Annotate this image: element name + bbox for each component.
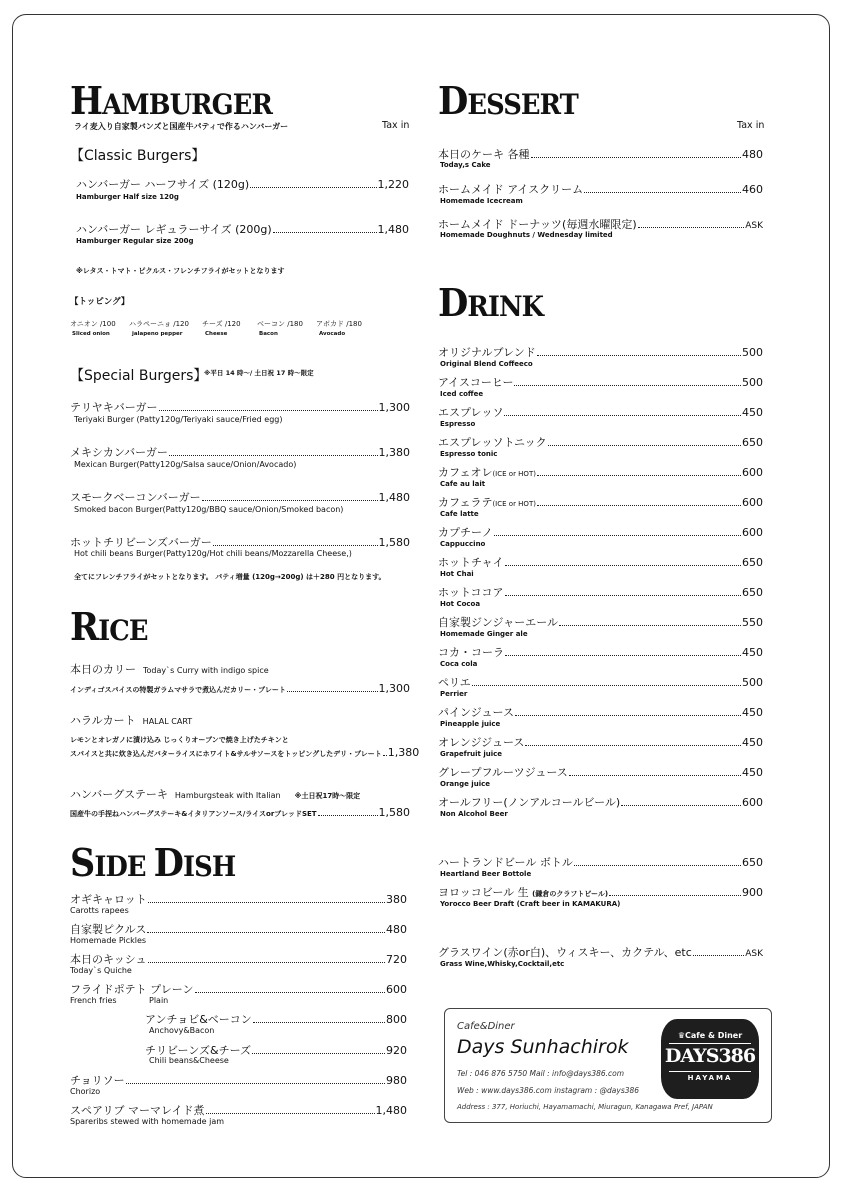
menu-item-en: Homemade Doughnuts / Wednesday limited bbox=[440, 231, 613, 239]
topping-cheese-en: Cheese bbox=[205, 331, 228, 337]
logo-main: DAYS386 bbox=[664, 1045, 756, 1067]
topping-bacon-en: Bacon bbox=[259, 331, 278, 337]
menu-item-en: Chorizo bbox=[70, 1087, 101, 1096]
menu-item-spareribs: スペアリブ マーマレイド煮 1,480 bbox=[70, 1104, 407, 1117]
set-note: ※レタス・トマト・ピクルス・フレンチフライがセットとなります bbox=[76, 267, 285, 275]
menu-item-drink: パインジュース 450 bbox=[438, 706, 763, 719]
menu-item-cake: 本日のケーキ 各種 480 bbox=[438, 148, 763, 161]
menu-item-drink: グレープフルーツジュース 450 bbox=[438, 766, 763, 779]
shop-tel: Tel : 046 876 5750 Mail : info@days386.com bbox=[457, 1069, 625, 1078]
menu-item-drink: エスプレッソ 450 bbox=[438, 406, 763, 419]
topping-avocado-en: Avocado bbox=[319, 331, 346, 337]
topping-onion-en: Sliced onion bbox=[72, 331, 110, 337]
curry-desc-row: インディゴスパイスの特製ガラムマサラで煮込んだカリー・プレート 1,300 bbox=[70, 682, 410, 695]
menu-item-en: Perrier bbox=[440, 690, 468, 698]
shop-card bbox=[444, 1008, 772, 1123]
menu-item-en: Iced coffee bbox=[440, 390, 484, 398]
menu-item-drink: カフェオレ(ICE or HOT) 600 bbox=[438, 466, 763, 479]
topping-jalapeno-en: jalapeno pepper bbox=[132, 331, 183, 337]
menu-item-en: Yorocco Beer Draft (Craft beer in KAMAKURA) bbox=[440, 900, 621, 908]
shop-kicker: Cafe&Diner bbox=[457, 1021, 515, 1032]
dessert-heading: DESSERT bbox=[438, 78, 578, 123]
menu-item-en: Non Alcohol Beer bbox=[440, 810, 508, 818]
menu-item-pickles: 自家製ピクルス 480 bbox=[70, 923, 407, 936]
menu-item-en: Today`s Quiche bbox=[70, 966, 132, 975]
menu-item-en: Hamburger Half size 120g bbox=[76, 193, 179, 201]
menu-item-en: Today,s Cake bbox=[440, 161, 491, 169]
hamburger-subtitle: ライ麦入り自家製バンズと国産牛パティで作るハンバーガー bbox=[74, 122, 289, 131]
menu-item-en: Orange juice bbox=[440, 780, 490, 788]
menu-item-chili-beans: ホットチリビーンズバーガー 1,580 bbox=[70, 536, 410, 549]
menu-item-drink: オリジナルブレンド 500 bbox=[438, 346, 763, 359]
menu-item-drink: コカ・コーラ 450 bbox=[438, 646, 763, 659]
menu-item-drink: カフェラテ(ICE or HOT) 600 bbox=[438, 496, 763, 509]
menu-item-yorocco: ヨロッコビール 生 (鎌倉のクラフトビール) 900 bbox=[438, 886, 763, 899]
menu-item-en: Hot Chai bbox=[440, 570, 474, 578]
menu-item-en: Hamburger Regular size 200g bbox=[76, 237, 194, 245]
menu-item-en: Hot Cocoa bbox=[440, 600, 481, 608]
logo-kicker: ♛Cafe & Diner bbox=[677, 1031, 743, 1040]
halal-desc-1: レモンとオレガノに漬け込み じっくりオーブンで焼き上げたチキンと bbox=[70, 736, 289, 744]
shop-address: Address : 377, Horiuchi, Hayamamachi, Miuragun, Kanagawa Pref, JAPAN bbox=[457, 1103, 713, 1111]
menu-item-drink: ホットチャイ 650 bbox=[438, 556, 763, 569]
menu-item-smoked-bacon: スモークベーコンバーガー 1,480 bbox=[70, 491, 410, 504]
menu-item-carotts: オギキャロット 380 bbox=[70, 893, 407, 906]
menu-item-drink: ペリエ 500 bbox=[438, 676, 763, 689]
menu-item-en: Cafe au lait bbox=[440, 480, 486, 488]
menu-item-en: Grapefruit juice bbox=[440, 750, 503, 758]
menu-item-en: Homemade Ginger ale bbox=[440, 630, 528, 638]
menu-item-en: Carotts rapees bbox=[70, 906, 129, 915]
menu-item-en: Cappuccino bbox=[440, 540, 486, 548]
menu-item-halal: ハラルカート HALAL CART bbox=[70, 714, 193, 727]
menu-item-en: Original Blend Coffeeco bbox=[440, 360, 533, 368]
topping-onion: オニオン /100 bbox=[70, 320, 116, 328]
menu-item-en: Plain bbox=[149, 996, 169, 1005]
hamburger-footer-note: 全てにフレンチフライがセットとなります。 パティ増量 (120g→200g) は＋280 円となります。 bbox=[74, 573, 386, 581]
menu-item-en: Homemade Pickles bbox=[70, 936, 147, 945]
menu-item-drink: カプチーノ 600 bbox=[438, 526, 763, 539]
rice-heading: RICE bbox=[70, 604, 148, 649]
menu-item-hamburger-regular: ハンバーガー レギュラーサイズ (200g) 1,480 bbox=[76, 223, 409, 236]
menu-item-hamburger-half: ハンバーガー ハーフサイズ (120g) 1,220 bbox=[76, 178, 409, 191]
menu-item-teriyaki: テリヤキバーガー 1,300 bbox=[70, 401, 410, 414]
menu-item-en: Mexican Burger(Patty120g/Salsa sauce/Onion/Avocado) bbox=[74, 460, 297, 469]
menu-item-en: Anchovy&Bacon bbox=[149, 1026, 215, 1035]
hamburger-heading: HAMBURGER bbox=[70, 78, 272, 123]
hamburger-tax-label: Tax in bbox=[382, 120, 410, 131]
menu-item-quiche: 本日のキッシュ 720 bbox=[70, 953, 407, 966]
menu-item-fries-chili: チリビーンズ&チーズ 920 bbox=[145, 1044, 407, 1057]
menu-item-en: Espresso bbox=[440, 420, 476, 428]
shop-name: Days Sunhachirok bbox=[457, 1036, 629, 1058]
menu-item-icecream: ホームメイド アイスクリーム 460 bbox=[438, 183, 763, 196]
menu-item-en: Pineapple juice bbox=[440, 720, 501, 728]
menu-item-curry: 本日のカリー Today`s Curry with indigo spice bbox=[70, 663, 269, 676]
topping-bacon: ベーコン /180 bbox=[257, 320, 303, 328]
menu-item-drink: オールフリー(ノンアルコールビール) 600 bbox=[438, 796, 763, 809]
side-dish-heading: SIDE DISH bbox=[70, 840, 236, 885]
menu-item-fries: フライドポテト プレーン 600 bbox=[70, 983, 407, 996]
menu-item-steak: ハンバーグステーキ Hamburgsteak with Italian ※土日祝17時～限定 bbox=[70, 788, 361, 801]
menu-item-glass-wine: グラスワイン(赤or白)、ウィスキー、カクテル、etc ASK bbox=[438, 946, 763, 959]
menu-item-heartland: ハートランドビール ボトル 650 bbox=[438, 856, 763, 869]
menu-item-en: Homemade Icecream bbox=[440, 197, 523, 205]
days386-logo bbox=[661, 1019, 759, 1099]
classic-burgers-label: 【Classic Burgers】 bbox=[70, 148, 206, 164]
menu-item-en: Teriyaki Burger (Patty120g/Teriyaki sauce/Fried egg) bbox=[74, 415, 283, 424]
menu-item-drink: アイスコーヒー 500 bbox=[438, 376, 763, 389]
menu-item-doughnuts: ホームメイド ドーナッツ(毎週水曜限定) ASK bbox=[438, 218, 763, 231]
drink-heading: DRINK bbox=[438, 280, 544, 325]
menu-item-mexican: メキシカンバーガー 1,380 bbox=[70, 446, 410, 459]
topping-jalapeno: ハラペーニョ /120 bbox=[129, 320, 189, 328]
menu-item-drink: 自家製ジンジャーエール 550 bbox=[438, 616, 763, 629]
topping-label: 【トッピング】 bbox=[70, 297, 130, 307]
topping-avocado: アボカド /180 bbox=[316, 320, 362, 328]
logo-bottom: HAYAMA bbox=[687, 1074, 733, 1082]
menu-item-fries-anchovy: アンチョビ&ベーコン 800 bbox=[145, 1013, 407, 1026]
menu-item-en: Smoked bacon Burger(Patty120g/BBQ sauce/Onion/Smoked bacon) bbox=[74, 505, 344, 514]
topping-cheese: チーズ /120 bbox=[202, 320, 241, 328]
menu-item-chorizo: チョリソー 980 bbox=[70, 1074, 407, 1087]
menu-item-en: Grass Wine,Whisky,Cocktail,etc bbox=[440, 960, 565, 968]
dessert-tax-label: Tax in bbox=[737, 120, 765, 131]
menu-item-en: Cafe latte bbox=[440, 510, 479, 518]
menu-item-en: Heartland Beer Bottole bbox=[440, 870, 532, 878]
logo-rule bbox=[669, 1071, 751, 1072]
shop-web: Web : www.days386.com instagram : @days386 bbox=[457, 1086, 640, 1095]
special-note: ※平日 14 時～/ 土日祝 17 時～限定 bbox=[204, 369, 314, 377]
menu-item-drink: オレンジジュース 450 bbox=[438, 736, 763, 749]
menu-item-en: French fries bbox=[70, 996, 117, 1005]
menu-item-en: Chili beans&Cheese bbox=[149, 1056, 229, 1065]
menu-item-en: Espresso tonic bbox=[440, 450, 498, 458]
menu-item-en: Spareribs stewed with homemade jam bbox=[70, 1117, 225, 1126]
menu-item-en: Hot chili beans Burger(Patty120g/Hot chili beans/Mozzarella Cheese,) bbox=[74, 549, 352, 558]
menu-item-en: Coca cola bbox=[440, 660, 478, 668]
halal-desc-row: スパイスと共に炊き込んだバターライスにホワイト&サルサソースをトッピングしたデリ・プレート 1,380 bbox=[70, 746, 420, 759]
menu-item-drink: ホットココア 650 bbox=[438, 586, 763, 599]
steak-desc-row: 国産牛の手捏ねハンバーグステーキ&イタリアンソース/ライスorブレッドSET 1,580 bbox=[70, 806, 410, 819]
menu-item-drink: エスプレッソトニック 650 bbox=[438, 436, 763, 449]
special-burgers-label: 【Special Burgers】 bbox=[70, 368, 208, 384]
logo-rule bbox=[669, 1043, 751, 1044]
